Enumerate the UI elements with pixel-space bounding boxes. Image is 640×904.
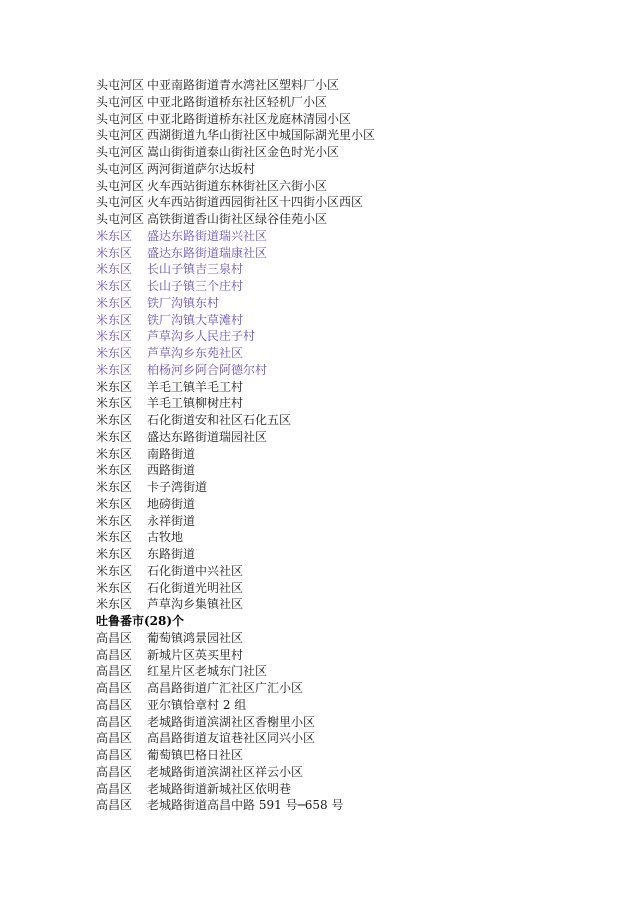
place-name: 南路街道 [147, 446, 196, 461]
list-entry [96, 412, 616, 429]
list-entry [96, 446, 616, 463]
place-name: 长山子镇三个庄村 [147, 279, 244, 293]
list-entry [96, 94, 616, 111]
place-name: 西路街道 [147, 463, 196, 478]
district-name: 头屯河区 [96, 128, 145, 143]
district-name: 米东区 [96, 379, 133, 394]
place-name: 西湖街道九华山街社区中城国际湖光里小区 [147, 128, 376, 143]
district-name: 米东区 [96, 245, 133, 260]
list-entry [96, 563, 616, 580]
place-name: 卡子湾街道 [147, 480, 208, 494]
district-name: 米东区 [96, 329, 133, 344]
list-entry [96, 630, 616, 647]
place-name: 柏杨河乡阿合阿德尔村 [147, 362, 268, 377]
district-name: 高昌区 [96, 764, 133, 779]
list-entry [96, 479, 616, 496]
list-entry [96, 680, 616, 697]
place-name: 石化街道安和社区石化五区 [147, 413, 292, 427]
list-entry [96, 764, 616, 781]
district-name: 高昌区 [96, 697, 133, 712]
place-name: 芦草沟乡人民庄子村 [147, 329, 256, 344]
list-entry [96, 697, 616, 714]
place-name: 高昌路街道广汇社区广汇小区 [147, 681, 304, 695]
district-name: 米东区 [96, 312, 133, 327]
district-name: 头屯河区 [96, 178, 145, 193]
district-name: 高昌区 [96, 630, 133, 645]
place-name: 老城路街道新城社区依明巷 [147, 781, 292, 796]
list-entry [96, 546, 616, 563]
district-name: 高昌区 [96, 681, 133, 695]
list-entry [96, 462, 616, 479]
list-entry [96, 596, 616, 613]
district-name: 米东区 [96, 446, 133, 461]
place-name: 地磅街道 [147, 496, 196, 511]
list-entry [96, 194, 616, 211]
place-name: 老城路街道高昌中路 591 号─658 号 [147, 798, 344, 813]
list-entry [96, 345, 616, 362]
list-entry [96, 228, 616, 245]
district-name: 米东区 [96, 580, 133, 595]
list-entry [96, 211, 616, 228]
district-name: 高昌区 [96, 748, 133, 762]
list-entry [96, 647, 616, 664]
district-name: 高昌区 [96, 664, 133, 679]
place-name: 盛达东路街道瑞兴社区 [147, 228, 268, 243]
place-name: 石化街道中兴社区 [147, 563, 244, 578]
district-name: 米东区 [96, 396, 133, 411]
district-name: 高昌区 [96, 714, 133, 729]
list-entry [96, 161, 616, 178]
list-entry [96, 261, 616, 278]
list-entry [96, 178, 616, 195]
place-name: 红星片区老城东门社区 [147, 664, 268, 679]
list-entry [96, 379, 616, 396]
place-name: 亚尔镇恰章村 2 组 [147, 697, 247, 712]
district-name: 高昌区 [96, 731, 133, 746]
district-name: 头屯河区 [96, 161, 145, 176]
district-name: 米东区 [96, 279, 133, 293]
place-name: 老城路街道滨湖社区祥云小区 [147, 764, 304, 779]
district-name: 米东区 [96, 228, 133, 243]
list-entry [96, 144, 616, 161]
place-name: 盛达东路街道瑞康社区 [147, 245, 268, 260]
district-name: 米东区 [96, 362, 133, 377]
place-name: 盛达东路街道瑞园社区 [147, 429, 268, 444]
list-entry [96, 496, 616, 513]
place-name: 火车西站街道东林街社区六街小区 [147, 178, 328, 193]
place-name: 中亚北路街道桥东社区轻机厂小区 [147, 94, 328, 109]
place-name: 高昌路街道友谊巷社区同兴小区 [147, 731, 316, 746]
district-name: 米东区 [96, 530, 133, 545]
list-entry [96, 747, 616, 764]
district-name: 头屯河区 [96, 195, 145, 210]
document-body [96, 77, 616, 814]
list-entry [96, 663, 616, 680]
place-name: 芦草沟乡东苑社区 [147, 346, 244, 360]
list-entry [96, 513, 616, 530]
list-entry [96, 295, 616, 312]
district-name: 米东区 [96, 429, 133, 444]
list-entry [96, 781, 616, 798]
list-entry [96, 395, 616, 412]
list-entry [96, 278, 616, 295]
district-name: 米东区 [96, 262, 133, 277]
list-entry [96, 580, 616, 597]
district-name: 米东区 [96, 413, 133, 427]
district-name: 米东区 [96, 346, 133, 360]
place-name: 羊毛工镇柳树庄村 [147, 396, 244, 411]
place-name: 葡萄镇鸿景园社区 [147, 630, 244, 645]
place-name: 高铁街道香山街社区绿谷佳苑小区 [147, 212, 328, 226]
list-entry [96, 245, 616, 262]
place-name: 铁厂沟镇大草滩村 [147, 312, 244, 327]
district-name: 米东区 [96, 547, 133, 561]
district-name: 头屯河区 [96, 145, 145, 159]
district-name: 米东区 [96, 463, 133, 478]
district-name: 米东区 [96, 513, 133, 528]
district-name: 头屯河区 [96, 212, 145, 226]
place-name: 羊毛工镇羊毛工村 [147, 379, 244, 394]
list-entry [96, 529, 616, 546]
district-name: 米东区 [96, 496, 133, 511]
place-name: 葡萄镇巴格日社区 [147, 748, 244, 762]
place-name: 火车西站街道西园街社区十四街小区西区 [147, 195, 364, 210]
place-name: 古牧地 [147, 530, 184, 545]
place-name: 东路街道 [147, 547, 196, 561]
district-name: 高昌区 [96, 647, 133, 662]
district-name: 头屯河区 [96, 94, 145, 109]
place-name: 两河街道萨尔达坂村 [147, 161, 256, 176]
district-name: 高昌区 [96, 798, 133, 813]
list-entry [96, 730, 616, 747]
list-entry [96, 362, 616, 379]
section-heading: 吐鲁番市(28)个 [96, 614, 185, 628]
list-entry [96, 429, 616, 446]
list-entry [96, 77, 616, 94]
place-name: 新城片区英买里村 [147, 647, 244, 662]
district-name: 米东区 [96, 563, 133, 578]
place-name: 中亚南路街道青水湾社区塑料厂小区 [147, 78, 340, 92]
district-name: 米东区 [96, 597, 133, 612]
place-name: 石化街道光明社区 [147, 580, 244, 595]
district-name: 头屯河区 [96, 111, 145, 126]
list-entry [96, 312, 616, 329]
place-name: 嵩山街街道泰山街社区金色时光小区 [147, 145, 340, 159]
place-name: 铁厂沟镇东村 [147, 295, 220, 310]
district-name: 高昌区 [96, 781, 133, 796]
list-entry [96, 328, 616, 345]
list-entry [96, 111, 616, 128]
place-name: 永祥街道 [147, 513, 196, 528]
place-name: 芦草沟乡集镇社区 [147, 597, 244, 612]
district-name: 头屯河区 [96, 78, 145, 92]
list-entry [96, 797, 616, 814]
district-name: 米东区 [96, 480, 133, 494]
list-entry [96, 714, 616, 731]
district-name: 米东区 [96, 295, 133, 310]
place-name: 老城路街道滨湖社区香榭里小区 [147, 714, 316, 729]
place-name: 中亚北路街道桥东社区龙庭林清园小区 [147, 111, 352, 126]
place-name: 长山子镇吉三泉村 [147, 262, 244, 277]
list-entry [96, 127, 616, 144]
